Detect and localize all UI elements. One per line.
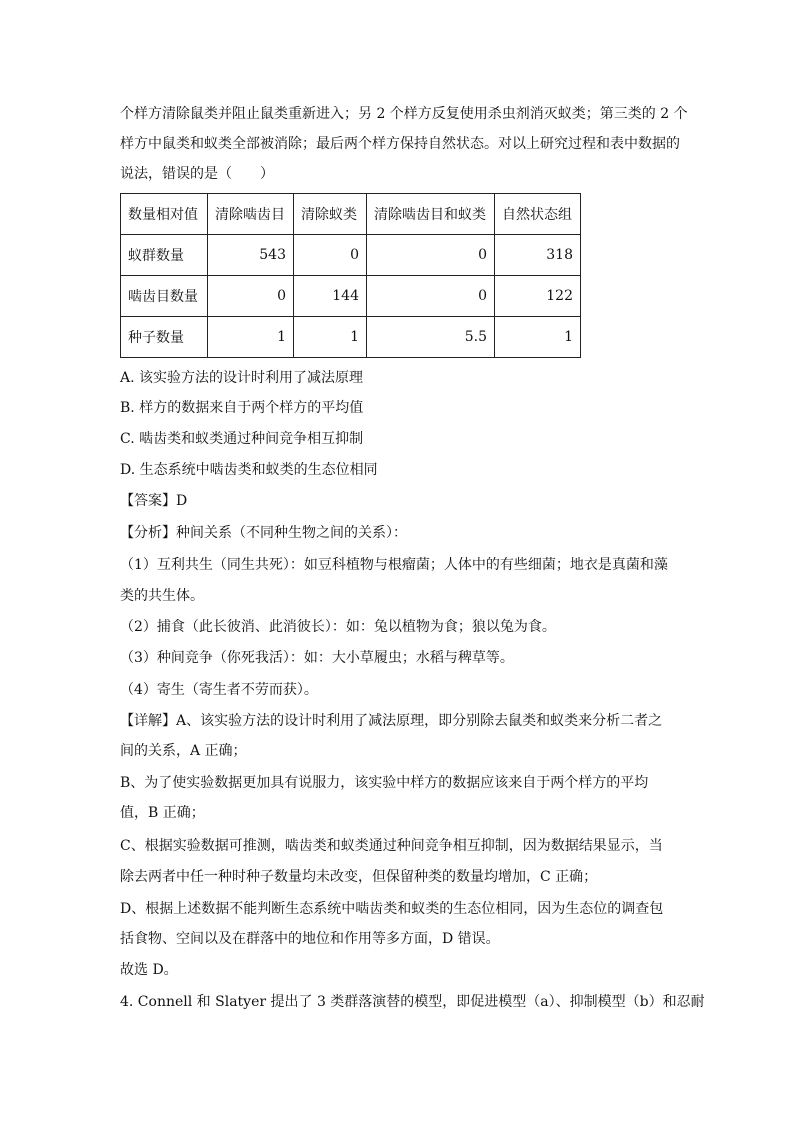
table-row-label: 蚁群数量 xyxy=(121,235,208,276)
intro-line: 说法，错误的是（ ） xyxy=(120,166,274,182)
data-table xyxy=(120,193,581,358)
analysis-line: 类的共生体。 xyxy=(120,588,204,604)
table-header-row xyxy=(121,194,581,235)
option-a: A. 该实验方法的设计时利用了减法原理 xyxy=(120,370,364,386)
table-header-cell: 清除蚁类 xyxy=(294,194,367,235)
table-cell: 318 xyxy=(495,235,581,276)
detail-line: 故选 D。 xyxy=(120,962,178,978)
table-row-label: 种子数量 xyxy=(121,317,208,358)
table-header-cell: 自然状态组 xyxy=(495,194,581,235)
table-cell: 0 xyxy=(367,235,495,276)
option-d: D. 生态系统中啮齿类和蚁类的生态位相同 xyxy=(120,462,378,478)
option-c: C. 啮齿类和蚁类通过种间竞争相互抑制 xyxy=(120,431,364,447)
intro-line: 个样方清除鼠类并阻止鼠类重新进入；另 2 个样方反复使用杀虫剂消灭蚁类；第三类的 2 个 xyxy=(120,106,688,122)
detail-line: D、根据上述数据不能判断生态系统中啮齿类和蚁类的生态位相同，因为生态位的调查包 xyxy=(120,901,664,917)
table-row-label: 啮齿目数量 xyxy=(121,276,208,317)
analysis-line: （3）种间竞争（你死我活）：如：大小草履虫；水稻与稗草等。 xyxy=(120,650,514,666)
table-row xyxy=(121,317,581,358)
analysis-line: 【分析】种间关系（不同种生物之间的关系）： xyxy=(120,525,407,541)
table-row xyxy=(121,276,581,317)
table-cell: 144 xyxy=(294,276,367,317)
analysis-line: （2）捕食（此长彼消、此消彼长）：如：兔以植物为食；狼以兔为食。 xyxy=(120,619,556,635)
detail-line: B、为了使实验数据更加具有说服力，该实验中样方的数据应该来自于两个样方的平均 xyxy=(120,775,649,791)
table-cell: 1 xyxy=(208,317,294,358)
table-header-cell: 清除啮齿目和蚁类 xyxy=(367,194,495,235)
intro-line: 样方中鼠类和蚁类全部被消除；最后两个样方保持自然状态。对以上研究过程和表中数据的 xyxy=(120,136,680,152)
table-cell: 0 xyxy=(208,276,294,317)
detail-line: 【详解】A、该实验方法的设计时利用了减法原理，即分别除去鼠类和蚁类来分析二者之 xyxy=(120,713,663,729)
table-row xyxy=(121,235,581,276)
analysis-line: （4）寄生（寄生者不劳而获）。 xyxy=(120,682,318,698)
table-cell: 0 xyxy=(367,276,495,317)
table-cell: 5.5 xyxy=(367,317,495,358)
table-header-cell: 清除啮齿目 xyxy=(208,194,294,235)
answer-line: 【答案】D xyxy=(120,493,188,509)
table-header-cell: 数量相对值 xyxy=(121,194,208,235)
table-cell: 0 xyxy=(294,235,367,276)
table-cell: 543 xyxy=(208,235,294,276)
detail-line: 值，B 正确； xyxy=(120,805,205,821)
table-cell: 122 xyxy=(495,276,581,317)
analysis-line: （1）互利共生（同生共死）：如豆科植物与根瘤菌；人体中的有些细菌；地衣是真菌和藻 xyxy=(120,557,668,573)
detail-line: 括食物、空间以及在群落中的地位和作用等多方面，D 错误。 xyxy=(120,931,500,947)
table-cell: 1 xyxy=(294,317,367,358)
detail-line: C、根据实验数据可推测，啮齿类和蚁类通过种间竞争相互抑制，因为数据结果显示，当 xyxy=(120,838,663,854)
next-question-line: 4. Connell 和 Slatyer 提出了 3 类群落演替的模型，即促进模型（a）、抑制模型（b）和忍耐 xyxy=(120,994,705,1010)
detail-line: 除去两者中任一种时种子数量均未改变，但保留种类的数量均增加，C 正确； xyxy=(120,869,598,885)
option-b: B. 样方的数据来自于两个样方的平均值 xyxy=(120,400,364,416)
table-cell: 1 xyxy=(495,317,581,358)
detail-line: 间的关系，A 正确； xyxy=(120,743,247,759)
